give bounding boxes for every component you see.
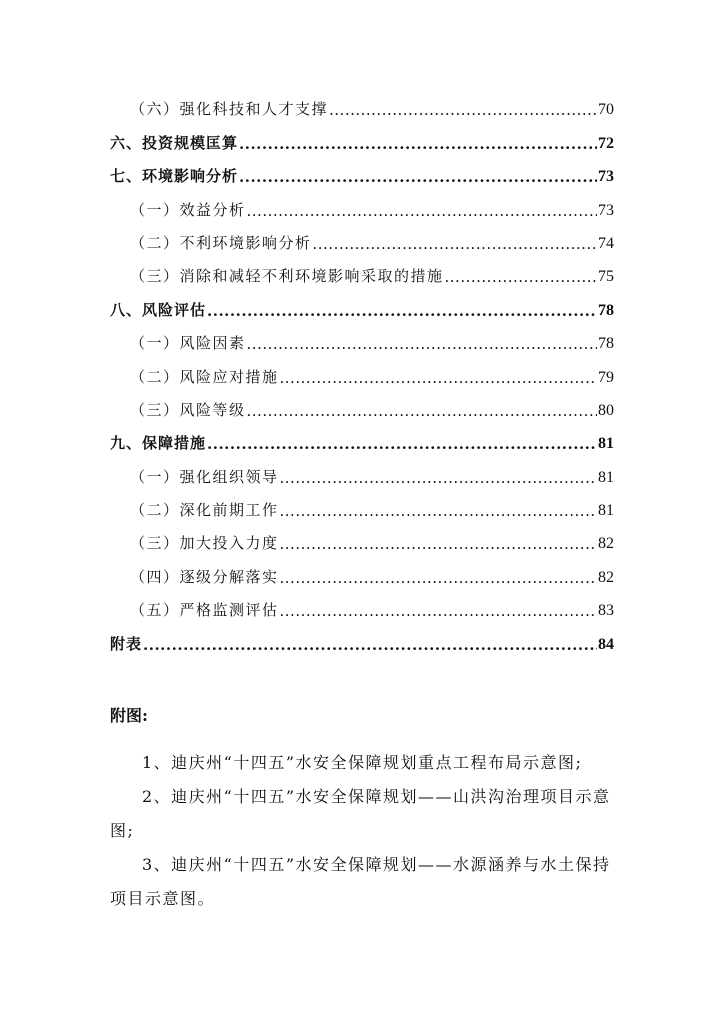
toc-entry-page: 83 — [598, 602, 614, 620]
toc-leader-dots — [207, 302, 597, 320]
toc-entry[interactable] — [110, 320, 614, 353]
toc-entry-page: 75 — [598, 268, 614, 286]
toc-entry-page: 78 — [598, 335, 614, 353]
toc-entry[interactable] — [110, 286, 614, 319]
toc-entry-page: 81 — [598, 502, 614, 520]
toc-entry-title: 九、保障措施 — [110, 434, 207, 453]
toc-entry[interactable] — [110, 520, 614, 553]
table-of-contents — [110, 86, 614, 654]
toc-leader-dots — [280, 569, 597, 587]
toc-entry[interactable] — [110, 587, 614, 620]
toc-leader-dots — [313, 235, 597, 253]
toc-entry-page: 73 — [598, 168, 614, 186]
toc-leader-dots — [280, 535, 597, 553]
toc-entry-page: 82 — [598, 535, 614, 553]
toc-leader-dots — [280, 502, 597, 520]
toc-entry-title: （一）效益分析 — [130, 200, 246, 219]
toc-entry-title: （四）逐级分解落实 — [130, 567, 279, 586]
toc-entry-page: 72 — [598, 134, 614, 152]
figure-item: 1、迪庆州“十四五”水安全保障规划重点工程布局示意图; — [142, 753, 583, 772]
toc-entry-title: （二）不利环境影响分析 — [130, 233, 312, 252]
toc-entry-page: 80 — [598, 401, 614, 419]
toc-entry-title: （三）风险等级 — [130, 400, 246, 419]
toc-entry-page: 82 — [598, 568, 614, 586]
toc-entry-title: 六、投资规模匡算 — [110, 133, 239, 152]
toc-leader-dots — [329, 101, 597, 119]
figures-heading: 附图: — [110, 706, 148, 725]
toc-leader-dots — [239, 135, 597, 153]
toc-entry[interactable] — [110, 153, 614, 186]
toc-leader-dots — [247, 202, 597, 220]
toc-entry-page: 78 — [598, 301, 614, 319]
toc-leader-dots — [280, 469, 597, 487]
toc-entry-title: 七、环境影响分析 — [110, 167, 239, 186]
toc-entry-page: 73 — [598, 201, 614, 219]
figure-item: 3、迪庆州“十四五”水安全保障规划——水源涵养与水土保持项目示意图。 — [110, 855, 611, 908]
toc-entry-page: 70 — [598, 101, 614, 119]
toc-entry[interactable] — [110, 119, 614, 152]
figure-item: 2、迪庆州“十四五”水安全保障规划——山洪沟治理项目示意图; — [110, 787, 611, 840]
toc-entry-title: （一）强化组织领导 — [130, 467, 279, 486]
toc-entry-page: 81 — [598, 435, 614, 453]
toc-entry-title: （五）严格监测评估 — [130, 601, 279, 620]
toc-entry-title: （三）消除和减轻不利环境影响采取的措施 — [130, 267, 444, 286]
toc-leader-dots — [143, 636, 597, 654]
toc-leader-dots — [445, 268, 597, 286]
toc-leader-dots — [207, 435, 597, 453]
toc-leader-dots — [247, 335, 597, 353]
toc-entry[interactable] — [110, 453, 614, 486]
toc-entry-title: 附表 — [110, 634, 143, 653]
toc-entry[interactable] — [110, 487, 614, 520]
toc-entry-title: （三）加大投入力度 — [130, 534, 279, 553]
toc-leader-dots — [247, 402, 597, 420]
toc-entry[interactable] — [110, 86, 614, 119]
toc-entry[interactable] — [110, 186, 614, 219]
toc-leader-dots — [280, 602, 597, 620]
toc-entry-page: 84 — [598, 635, 614, 653]
toc-entry[interactable] — [110, 253, 614, 286]
toc-entry[interactable] — [110, 553, 614, 586]
toc-entry-title: 八、风险评估 — [110, 300, 207, 319]
toc-entry[interactable] — [110, 353, 614, 386]
toc-entry-page: 74 — [598, 234, 614, 252]
toc-entry[interactable] — [110, 220, 614, 253]
toc-entry-page: 81 — [598, 468, 614, 486]
toc-entry-title: （二）深化前期工作 — [130, 501, 279, 520]
toc-entry-title: （一）风险因素 — [130, 334, 246, 353]
toc-leader-dots — [280, 369, 597, 387]
toc-entry-page: 79 — [598, 368, 614, 386]
toc-leader-dots — [239, 168, 597, 186]
toc-entry-title: （二）风险应对措施 — [130, 367, 279, 386]
toc-entry[interactable] — [110, 387, 614, 420]
toc-entry[interactable] — [110, 420, 614, 453]
toc-entry[interactable] — [110, 620, 614, 653]
toc-entry-title: （六）强化科技和人才支撑 — [130, 100, 329, 119]
